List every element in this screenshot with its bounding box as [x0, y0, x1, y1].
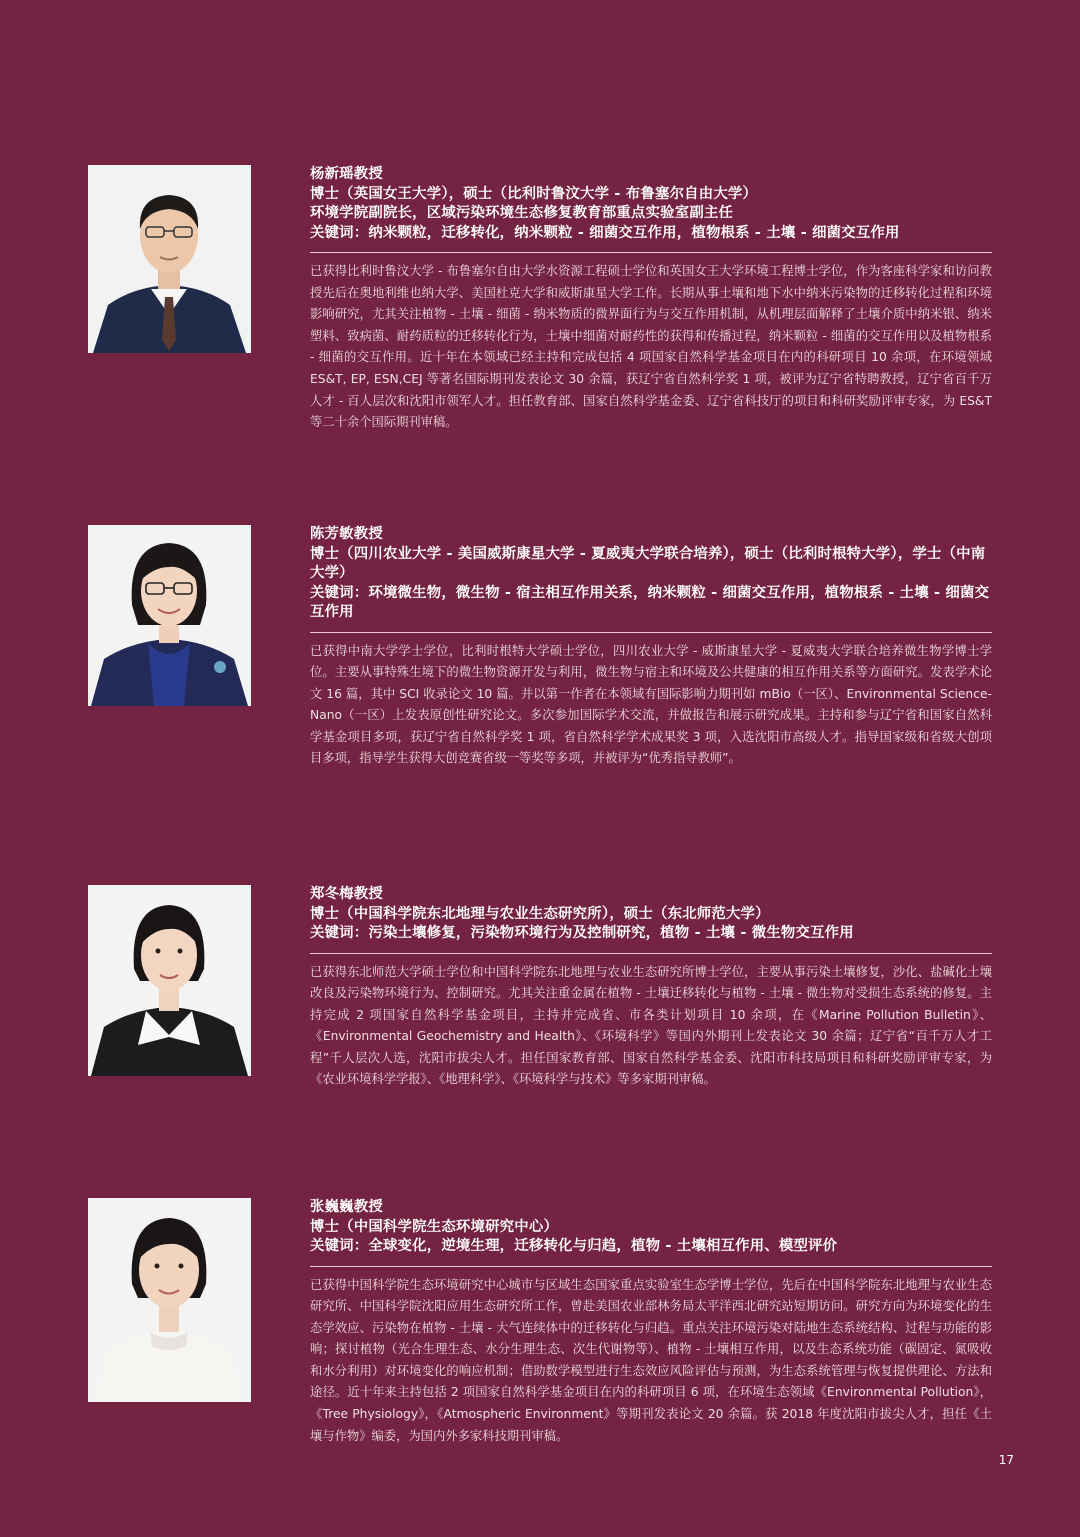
portrait-photo: [88, 165, 251, 353]
portrait-woman-icon: [88, 885, 251, 1076]
divider: [310, 252, 992, 253]
portrait-woman-icon: [88, 1198, 251, 1402]
professor-name: 杨新瑶教授: [310, 166, 383, 182]
divider: [310, 632, 992, 633]
biography: 已获得中南大学学士学位，比利时根特大学硕士学位，四川农业大学 - 威斯康星大学 - 夏威夷大学联合培养微生物学博士学位。主要从事特殊生境下的微生物资源开发与利用，微生物与宿主和环境及公共健康的相互作用关系等方面研究。发表学术论文 16 篇，其中 SCI 收录论文 10 篇。并以第一作者在本领域有国际影响力期刊如 mBio（一区）、Environmental Science-Nano（一区）上发表原创性研究论文。多次参加国际学术交流，并做报告和展示研究成果。主持和参与辽宁省和国家自然科学基金项目多项，获辽宁省自然科学奖 1 项，省自然科学学术成果奖 3 项，入选沈阳市高级人才。指导国家级和省级大创项目多项，指导学生获得大创竞赛省级一等奖等多项，并被评为“优秀指导教师”。: [310, 643, 992, 766]
portrait-photo: [88, 885, 251, 1076]
profile-info: [310, 885, 992, 1091]
professor-name: 张巍巍教授: [310, 1199, 383, 1215]
degree-line: 博士（英国女王大学），硕士（比利时鲁汶大学 - 布鲁塞尔自由大学）: [310, 185, 758, 202]
portrait-photo: [88, 1198, 251, 1402]
degree-line: 博士（中国科学院东北地理与农业生态研究所），硕士（东北师范大学）: [310, 905, 770, 922]
divider: [310, 1266, 992, 1267]
profile-info: [310, 525, 992, 770]
profile-info: [310, 165, 992, 434]
biography: 已获得东北师范大学硕士学位和中国科学院东北地理与农业生态研究所博士学位，主要从事污染土壤修复，沙化、盐碱化土壤改良及污染物环境行为、控制研究。尤其关注重金属在植物 - 土壤迁移转化与植物 - 土壤 - 微生物对受损生态系统的修复。主持完成 2 项国家自然科学基金项目，主持并完成省、市各类计划项目 10 余项，在《Marine Pollution Bulletin》、《Environmental Geochemistry and Health》、《环境科学》等国内外期刊上发表论文 30 余篇；辽宁省“百千万人才工程”千人层次人选，沈阳市拔尖人才。担任国家教育部、国家自然科学基金委、沈阳市科技局项目和科研奖励评审专家，为《农业环境科学学报》、《地理科学》、《环境科学与技术》等多家期刊审稿。: [310, 964, 992, 1087]
professor-name: 陈芳敏教授: [310, 526, 383, 542]
portrait-woman-icon: [88, 525, 251, 706]
keywords-line: 关键词：污染土壤修复，污染物环境行为及控制研究，植物 - 土壤 - 微生物交互作用: [310, 925, 854, 941]
biography: 已获得中国科学院生态环境研究中心城市与区域生态国家重点实验室生态学博士学位，先后在中国科学院东北地理与农业生态研究所、中国科学院沈阳应用生态研究所工作，曾赴美国农业部林务局太平洋西北研究站短期访问。研究方向为环境变化的生态学效应、污染物在植物 - 土壤 - 大气连续体中的迁移转化与归趋。重点关注环境污染对陆地生态系统结构、过程与功能的影响；探讨植物（光合生理生态、水分生理生态、次生代谢物等）、植物 - 土壤相互作用，以及生态系统功能（碳固定、氮吸收和水分利用）对环境变化的响应机制；借助数学模型进行生态效应风险评估与预测，为生态系统管理与恢复提供理论、方法和途径。近十年来主持包括 2 项国家自然科学基金项目在内的科研项目 6 项，在环境生态领域《Environmental Pollution》，《Tree Physiology》，《Atmospheric Environment》等期刊发表论文 20 余篇。获 2018 年度沈阳市拔尖人才，担任《土壤与作物》编委，为国内外多家科技期刊审稿。: [310, 1277, 992, 1443]
biography: 已获得比利时鲁汶大学 - 布鲁塞尔自由大学水资源工程硕士学位和英国女王大学环境工程博士学位，作为客座科学家和访问教授先后在奥地利维也纳大学、美国杜克大学和威斯康星大学工作。长期从事土壤和地下水中纳米污染物的迁移转化过程和环境影响研究，尤其关注植物 - 土壤 - 细菌 - 纳米物质的微界面行为与交互作用机制，从机理层面解释了土壤介质中纳米银、纳米塑料、致病菌、耐药质粒的迁移转化行为，土壤中细菌对耐药性的获得和传播过程，纳米颗粒 - 细菌的交互作用以及植物根系 - 细菌的交互作用。近十年在本领域已经主持和完成包括 4 项国家自然科学基金项目在内的科研项目 10 余项，在环境领域 ES&T, EP, ESN,CEJ 等著名国际期刊发表论文 30 余篇，获辽宁省自然科学奖 1 项，被评为辽宁省特聘教授，辽宁省百千万人才 - 百人层次和沈阳市领军人才。担任教育部、国家自然科学基金委、辽宁省科技厅的项目和科研奖励评审专家，为 ES&T 等二十余个国际期刊审稿。: [310, 264, 992, 430]
portrait-man-icon: [88, 165, 251, 353]
profile-info: [310, 1198, 992, 1447]
degree-line: 博士（四川农业大学 - 美国威斯康星大学 - 夏威夷大学联合培养），硕士（比利时根特大学），学士（中南大学）: [310, 545, 986, 581]
keywords-line: 关键词：环境微生物，微生物 - 宿主相互作用关系，纳米颗粒 - 细菌交互作用，植物根系 - 土壤 - 细菌交互作用: [310, 584, 990, 620]
page-number: 17: [998, 1453, 1014, 1467]
keywords-line: 关键词：全球变化，逆境生理，迁移转化与归趋，植物 - 土壤相互作用、模型评价: [310, 1238, 838, 1254]
professor-name: 郑冬梅教授: [310, 886, 383, 902]
position-line: 环境学院副院长，区域污染环境生态修复教育部重点实验室副主任: [310, 205, 734, 221]
divider: [310, 953, 992, 954]
portrait-photo: [88, 525, 251, 706]
degree-line: 博士（中国科学院生态环境研究中心）: [310, 1218, 559, 1235]
keywords-line: 关键词：纳米颗粒，迁移转化，纳米颗粒 - 细菌交互作用，植物根系 - 土壤 - 细菌交互作用: [310, 224, 900, 241]
